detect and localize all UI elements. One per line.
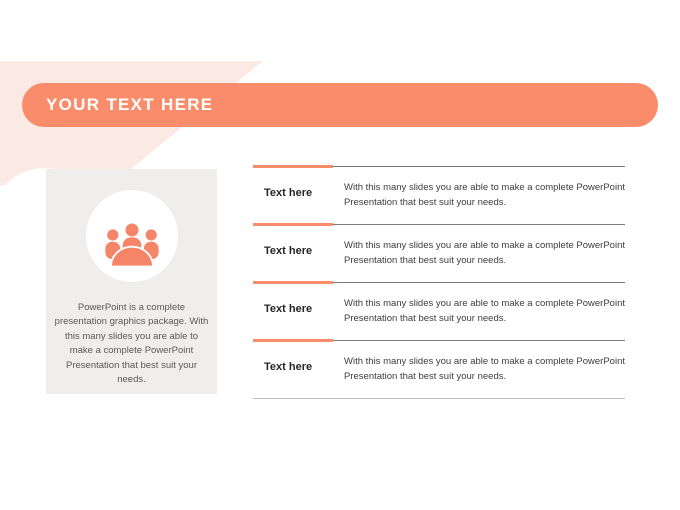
row-accent-line bbox=[253, 339, 333, 342]
row-accent-line bbox=[253, 223, 333, 226]
slide-title: YOUR TEXT HERE bbox=[46, 95, 214, 114]
text-row bbox=[253, 224, 625, 282]
text-row bbox=[253, 340, 625, 398]
card-description: PowerPoint is a complete presentation graphics package. With this many slides you are able to make a complete PowerPoint Presentation that best suit your needs. bbox=[54, 302, 209, 386]
row-label: Text here bbox=[264, 245, 313, 257]
bottom-divider-line bbox=[253, 398, 625, 399]
row-description: With this many slides you are able to make a complete PowerPoint Presentation that best suit your needs. bbox=[344, 182, 625, 209]
row-accent-line bbox=[253, 281, 333, 284]
row-label: Text here bbox=[264, 303, 313, 315]
icon-circle bbox=[86, 190, 178, 282]
meeting-people-icon bbox=[101, 218, 163, 268]
text-row bbox=[253, 282, 625, 340]
row-accent-line bbox=[253, 165, 333, 168]
row-label: Text here bbox=[264, 361, 313, 373]
row-description: With this many slides you are able to make a complete PowerPoint Presentation that best suit your needs. bbox=[344, 298, 625, 325]
row-label: Text here bbox=[264, 187, 313, 199]
left-card bbox=[46, 169, 217, 394]
row-description: With this many slides you are able to make a complete PowerPoint Presentation that best suit your needs. bbox=[344, 240, 625, 267]
text-row bbox=[253, 166, 625, 224]
row-description: With this many slides you are able to make a complete PowerPoint Presentation that best suit your needs. bbox=[344, 356, 625, 383]
rows-list bbox=[253, 166, 625, 399]
title-banner bbox=[22, 83, 658, 127]
